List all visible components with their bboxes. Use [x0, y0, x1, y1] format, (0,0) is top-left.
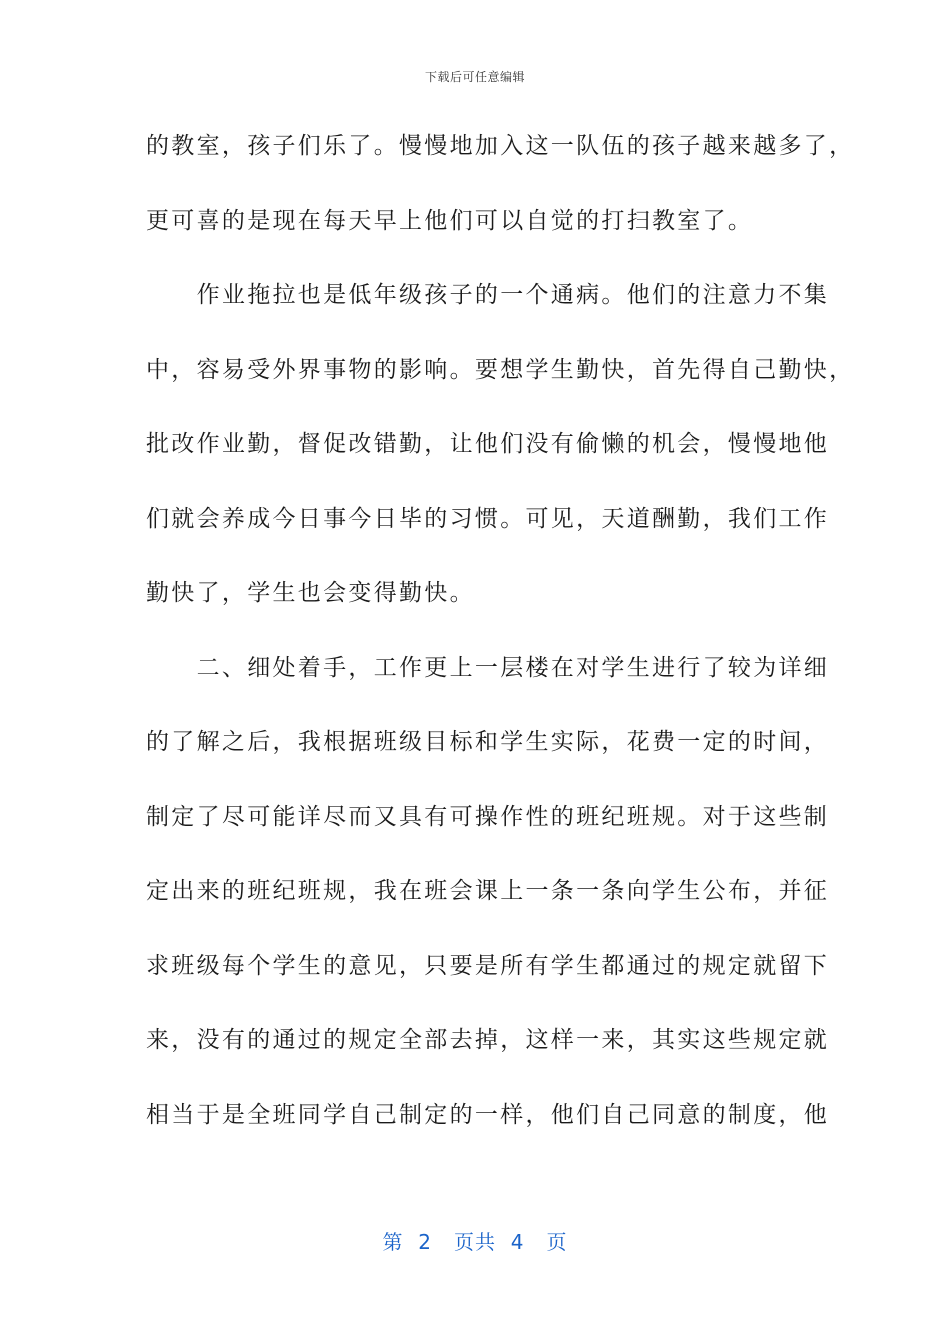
- header-note: 下载后可任意编辑: [424, 70, 525, 84]
- page-number-footer: 第 2 页共 4 页: [382, 1230, 568, 1254]
- document-body: [146, 124, 855, 1167]
- text-line: 勤快了，学生也会变得勤快。: [146, 580, 475, 606]
- text-line: 定出来的班纪班规，我在班会课上一条一条向学生公布，并征: [146, 878, 830, 904]
- text-line: 中，容易受外界事物的影响。要想学生勤快，首先得自己勤快，: [146, 356, 855, 383]
- text-line: 更可喜的是现在每天早上他们可以自觉的打扫教室了。: [146, 207, 754, 234]
- text-line: 批改作业勤，督促改错勤，让他们没有偷懒的机会，慢慢地他: [146, 431, 830, 457]
- text-line: 作业拖拉也是低年级孩子的一个通病。他们的注意力不集: [146, 282, 830, 308]
- text-line: 制定了尽可能详尽而又具有可操作性的班纪班规。对于这些制: [146, 803, 830, 830]
- text-line: 求班级每个学生的意见，只要是所有学生都通过的规定就留下: [146, 952, 830, 979]
- text-line: 的教室，孩子们乐了。慢慢地加入这一队伍的孩子越来越多了，: [146, 133, 855, 159]
- text-line: 来，没有的通过的规定全部去掉，这样一来，其实这些规定就: [146, 1027, 830, 1053]
- text-line: 二、细处着手，工作更上一层楼在对学生进行了较为详细: [146, 654, 830, 681]
- text-line: 的了解之后，我根据班级目标和学生实际，花费一定的时间，: [146, 729, 830, 755]
- text-line: 们就会养成今日事今日毕的习惯。可见，天道酬勤，我们工作: [146, 505, 830, 532]
- text-line: 相当于是全班同学自己制定的一样，他们自己同意的制度，他: [146, 1101, 830, 1128]
